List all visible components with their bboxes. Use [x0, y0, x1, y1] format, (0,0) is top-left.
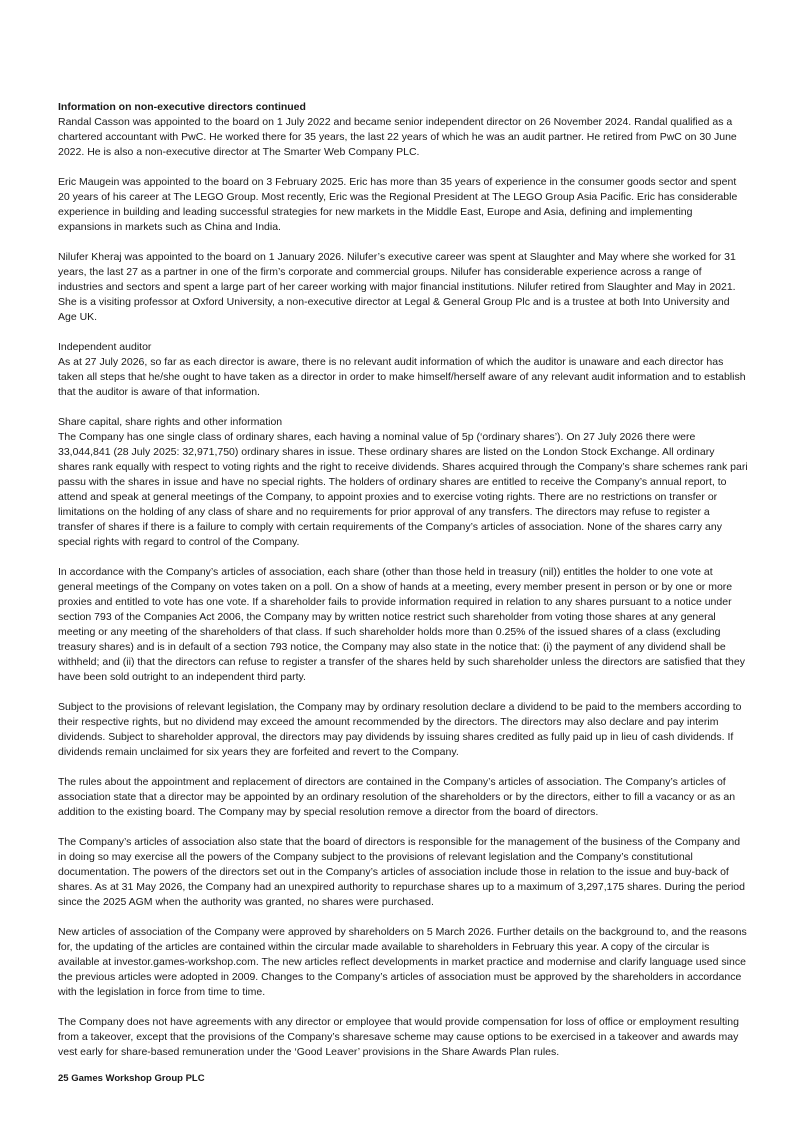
auditor-heading: Independent auditor: [58, 341, 152, 353]
page-footer: 25 Games Workshop Group PLC: [58, 1073, 205, 1084]
new-articles-paragraph: New articles of association of the Company were approved by shareholders on 5 March 2026. Further details on the background to, and the reasons for, the updating of the articles are contained within the circular made available to shareholders in February this year. A copy of the circular is available at investor.games-workshop.com. The new articles reflect developments in market practice and modernise and clarify language used since the previous articles were adopted in 2009. Changes to the Company’s articles of association must be approved by the shareholders in accordance with the legislation in force from time to time.: [58, 926, 747, 998]
director-bio-eric-maugein: Eric Maugein was appointed to the board on 3 February 2025. Eric has more than 35 years of experience in the consumer goods sector and spent 20 years of his career at The LEGO Group. Most recently, Eric was the Regional President at The LEGO Group Asia Pacific. Eric has considerable experience in building and leading successful strategies for new markets in the Middle East, Europe and Asia, defining and implementing expansions in markets such as China and India.: [58, 176, 738, 233]
board-powers-paragraph: The Company’s articles of association also state that the board of directors is responsible for the management of the business of the Company and in doing so may exercise all the powers of the Company subject to the provisions of relevant legislation and the Company’s constitutional documentation. The powers of the directors set out in the Company’s articles of association include those in relation to the issue and buy-back of shares. As at 31 May 2026, the Company had an unexpired authority to repurchase shares up to a maximum of 3,297,175 shares. During the period since the 2025 AGM when the authority was granted, no shares were purchased.: [58, 836, 745, 908]
share-capital-paragraph: The Company has one single class of ordinary shares, each having a nominal value of 5p (‘ordinary shares’). On 27 July 2026 there were 33,044,841 (28 July 2025: 32,971,750) ordinary shares in issue. These ordinary shares are listed on the London Stock Exchange. All ordinary shares rank equally with respect to voting rights and the right to receive dividends. Shares acquired through the Company’s share schemes rank pari passu with the shares in issue and have no special rights. The holders of ordinary shares are entitled to receive the Company’s annual report, to attend and speak at general meetings of the Company, to appoint proxies and to exercise voting rights. There are no restrictions on transfer or limitations on the holding of any class of share and no requirements for prior approval of any transfers. The directors may refuse to register a transfer of shares if there is a failure to comply with certain requirements of the Company’s articles of association. None of the shares carry any special rights with regard to control of the Company.: [58, 431, 748, 548]
voting-rights-paragraph: In accordance with the Company’s articles of association, each share (other than those held in treasury (nil)) entitles the holder to one vote at general meetings of the Company on votes taken on a poll. On a show of hands at a meeting, every member present in person or by one or more proxies and entitled to vote has one vote. If a shareholder fails to provide information required in relation to any shares pursuant to a notice under section 793 of the Companies Act 2006, the Company may by written notice restrict such shareholder from voting those shares at any general meeting or any meeting of the shareholders of that class. If such shareholder holds more than 0.25% of the issued shares of a class (excluding treasury shares) and is in default of a section 793 notice, the Company may also state in the notice that: (i) the payment of any dividend shall be withheld; and (ii) that the directors can refuse to register a transfer of the shares held by such shareholder unless the directors are satisfied that they have been sold outright to an independent third party.: [58, 566, 745, 683]
section-heading: Information on non-executive directors continued: [58, 101, 306, 113]
auditor-paragraph: As at 27 July 2026, so far as each director is aware, there is no relevant audit information of which the auditor is unaware and each director has taken all steps that he/she ought to have taken as a director in order to make himself/herself aware of any relevant audit information and to establish that the auditor is aware of that information.: [58, 356, 746, 398]
dividends-paragraph: Subject to the provisions of relevant legislation, the Company may by ordinary resolution declare a dividend to be paid to the members according to their respective rights, but no dividend may exceed the amount recommended by the directors. The directors may also declare and pay interim dividends. Subject to shareholder approval, the directors may pay dividends by issuing shares credited as fully paid up in lieu of cash dividends. If dividends remain unclaimed for six years they are forfeited and revert to the Company.: [58, 701, 742, 758]
director-bio-randal-casson: Randal Casson was appointed to the board on 1 July 2022 and became senior independent director on 26 November 2024. Randal qualified as a chartered accountant with PwC. He worked there for 35 years, the last 22 years of which he was an audit partner. He retired from PwC on 30 June 2022. He is also a non-executive director at The Smarter Web Company PLC.: [58, 116, 737, 158]
takeover-paragraph: The Company does not have agreements with any director or employee that would provide compensation for loss of office or employment resulting from a takeover, except that the provisions of the Company’s sharesave scheme may cause options to be exercised in a takeover and awards may vest early for share-based remuneration under the ‘Good Leaver’ provisions in the Share Awards Plan rules.: [58, 1016, 739, 1058]
director-bio-nilufer-kheraj: Nilufer Kheraj was appointed to the board on 1 January 2026. Nilufer’s executive career was spent at Slaughter and May where she worked for 31 years, the last 27 as a partner in one of the firm’s corporate and commercial groups. Nilufer has considerable experience across a range of industries and sectors and spent a large part of her career working with major financial institutions. Nilufer retired from Slaughter and May in 2021. She is a visiting professor at Oxford University, a non-executive director at Legal & General Group Plc and is a trustee at both Into University and Age UK.: [58, 251, 736, 323]
document-body: [58, 100, 748, 1060]
director-appointment-paragraph: The rules about the appointment and replacement of directors are contained in the Company’s articles of association. The Company’s articles of association state that a director may be appointed by an ordinary resolution of the shareholders or by the directors, either to fill a vacancy or as an addition to the existing board. The Company may by special resolution remove a director from the board of directors.: [58, 776, 736, 818]
share-capital-heading: Share capital, share rights and other information: [58, 416, 283, 428]
